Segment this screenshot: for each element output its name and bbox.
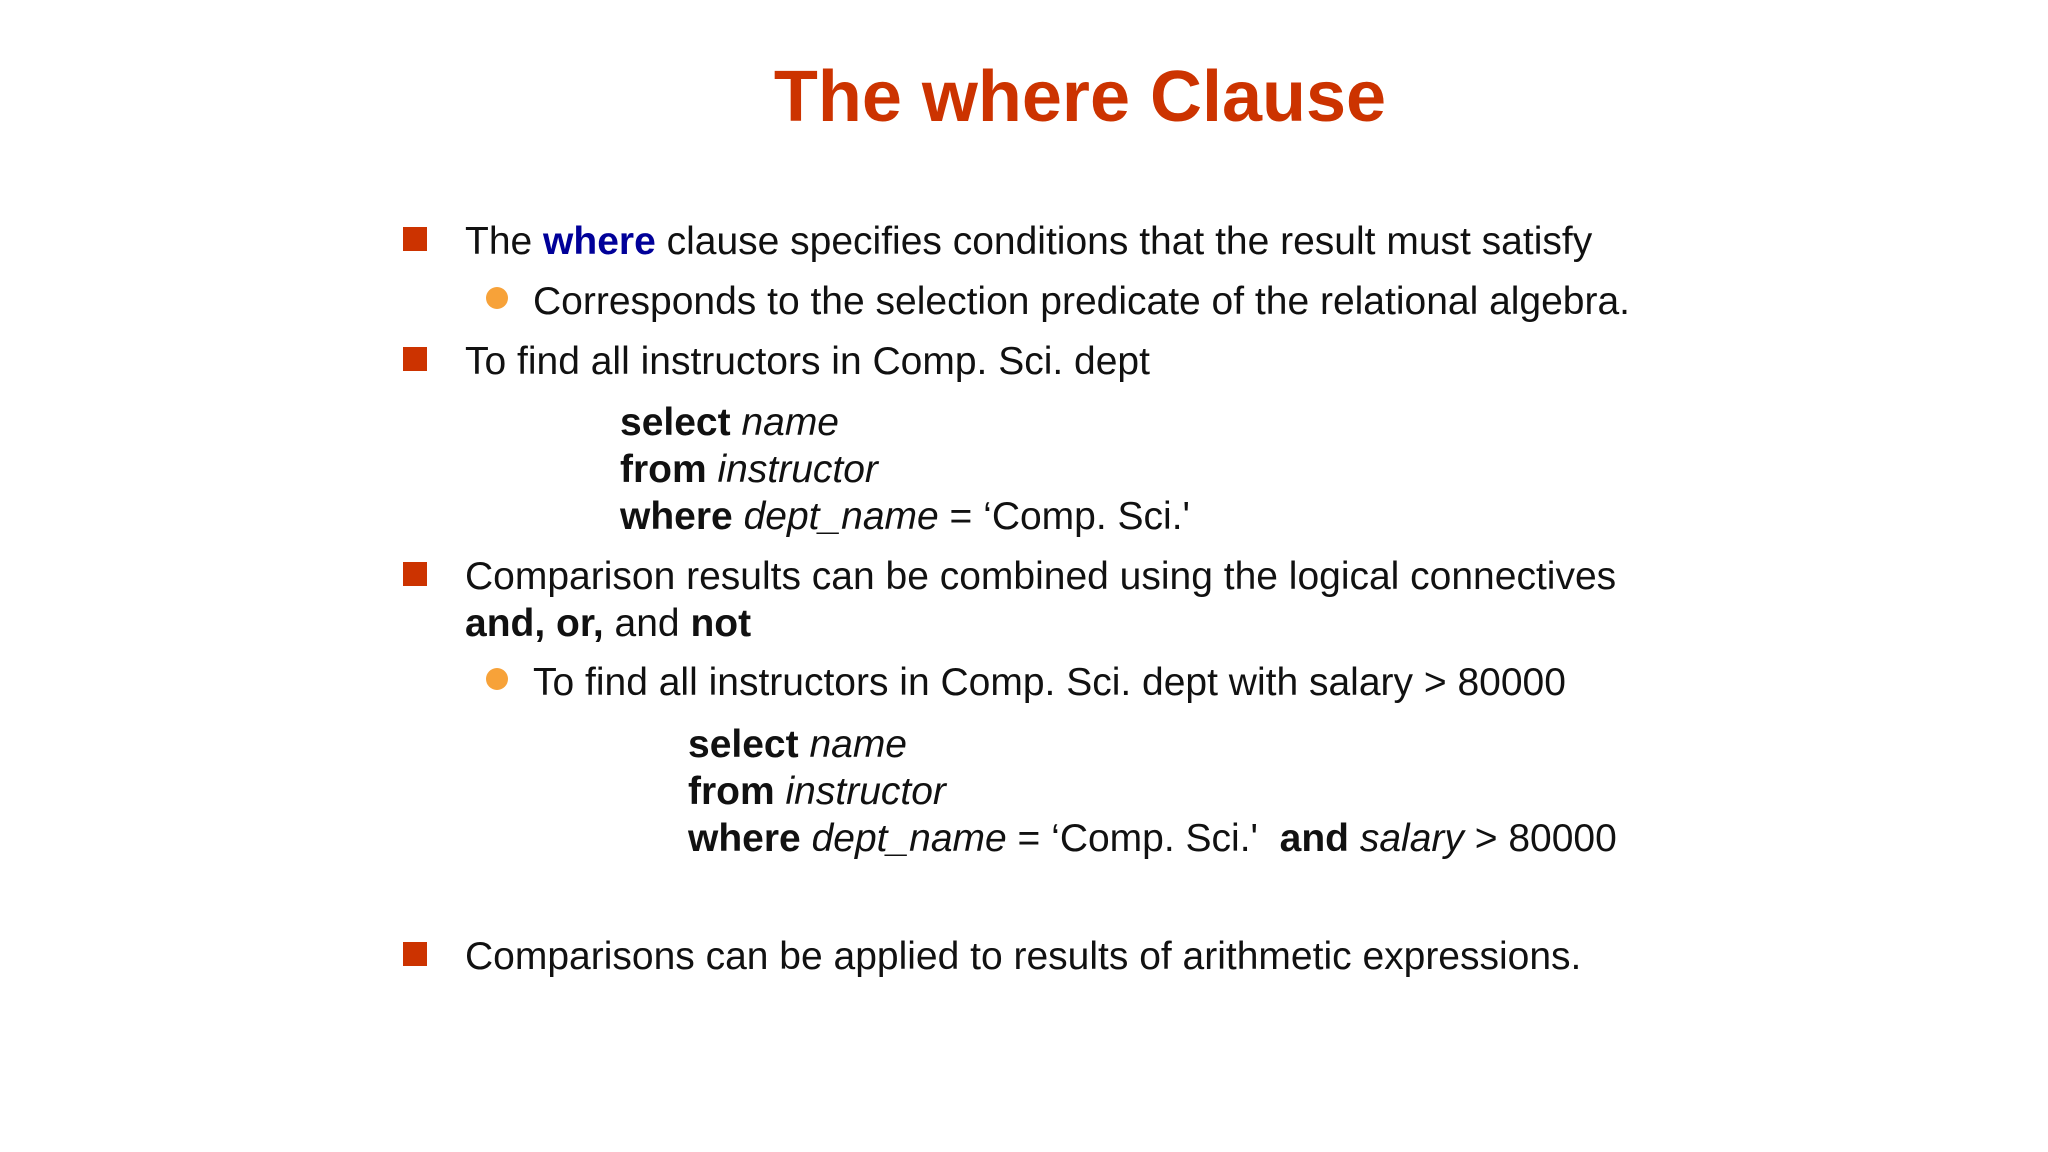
bullet-logical-connectives: Comparison results can be combined using the logical connectives <box>465 555 1617 598</box>
query2-where-line <box>688 815 1617 862</box>
query1-select-line <box>620 399 839 446</box>
sql-condition: = ‘Comp. Sci.' <box>938 495 1190 538</box>
query2-from-line <box>688 768 946 815</box>
square-bullet-icon <box>403 562 427 586</box>
keyword-and-or: and, or, <box>465 602 604 645</box>
keyword-where: where <box>543 220 656 263</box>
slide-title: The where Clause <box>773 57 1387 137</box>
bullet-text: The <box>465 220 544 263</box>
sql-identifier: instructor <box>717 448 878 491</box>
bullet-text: and <box>603 602 691 645</box>
query1-where-line <box>620 493 1190 540</box>
sql-keyword: where <box>688 817 801 860</box>
sql-keyword: select <box>688 723 799 766</box>
sql-keyword: from <box>620 448 707 491</box>
sql-keyword: select <box>620 401 731 444</box>
sub-bullet-salary-query: To find all instructors in Comp. Sci. dept with salary > 80000 <box>533 661 1566 704</box>
sql-keyword: from <box>688 770 775 813</box>
bullet-text: clause specifies conditions that the result must satisfy <box>655 220 1593 263</box>
square-bullet-icon <box>403 347 427 371</box>
circle-bullet-icon <box>486 668 508 690</box>
sql-identifier: dept_name <box>743 495 939 538</box>
sql-keyword: where <box>620 495 733 538</box>
keyword-not: not <box>690 602 752 645</box>
query1-from-line <box>620 446 878 493</box>
bullet-arithmetic-expressions: Comparisons can be applied to results of arithmetic expressions. <box>465 935 1582 978</box>
bullet-where-clause <box>465 218 1592 265</box>
sub-bullet-selection-predicate: Corresponds to the selection predicate of the relational algebra. <box>533 280 1631 323</box>
sql-identifier: instructor <box>785 770 946 813</box>
sql-keyword: and <box>1279 817 1350 860</box>
square-bullet-icon <box>403 227 427 251</box>
sql-condition: > 80000 <box>1463 817 1617 860</box>
sql-identifier: dept_name <box>811 817 1007 860</box>
sql-identifier: salary <box>1359 817 1464 860</box>
circle-bullet-icon <box>486 287 508 309</box>
sql-condition: = ‘Comp. Sci.' <box>1006 817 1280 860</box>
query2-select-line <box>688 721 907 768</box>
sql-identifier: name <box>809 723 907 766</box>
bullet-logical-connectives-cont <box>465 600 751 647</box>
sql-identifier: name <box>741 401 839 444</box>
bullet-find-instructors: To find all instructors in Comp. Sci. dept <box>465 340 1150 383</box>
square-bullet-icon <box>403 942 427 966</box>
